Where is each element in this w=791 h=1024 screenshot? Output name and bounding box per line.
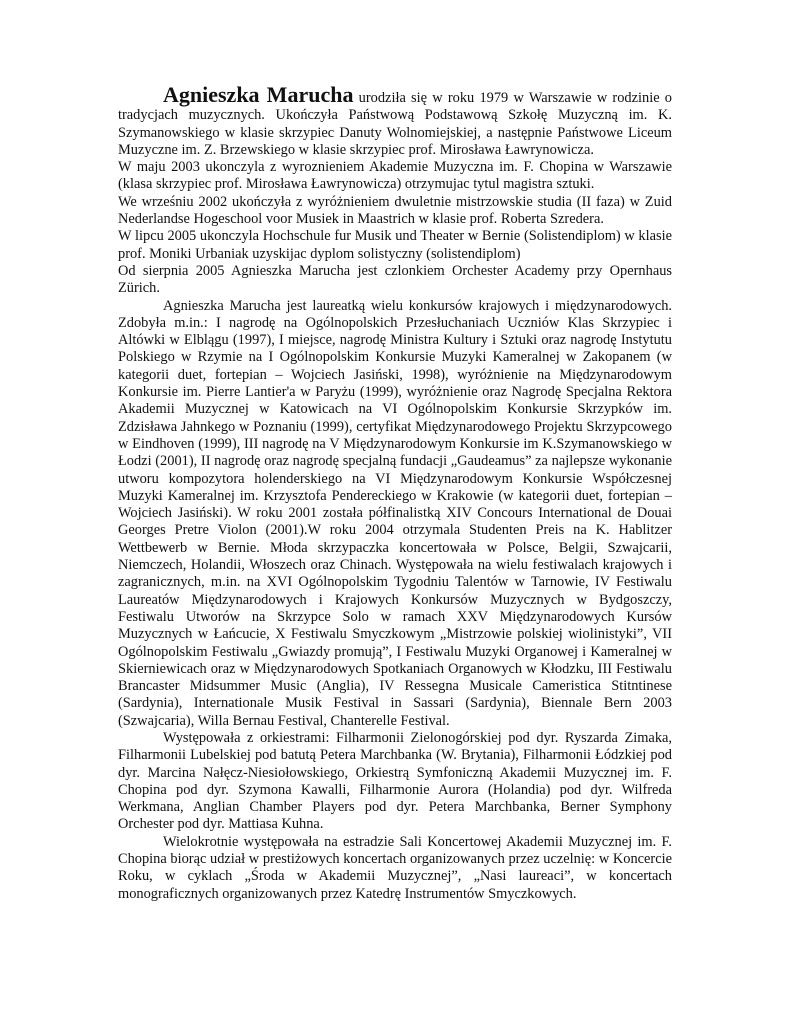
orchestras-paragraph: Występowała z orkiestrami: Filharmonii Zielonogórskiej pod dyr. Ryszarda Zimaka, Filharmonii Lubelskiej pod batutą Petera Marchbanka (W. Brytania), Filharmonii Łódzkiej pod dyr. Marcina Nałęcz-Niesiołowskiego, Orkiestrą Symfoniczną Akademii Muzycznej im. F. Chopina pod dyr. Szymona Kawalli, Filharmonie Aurora (Holandia) pod dyr. Wilfreda Werkmana, Anglian Chamber Players pod dyr. Petera Marchbanka, Berner Symphony Orchester pod dyr. Mattiasa Kuhna. [118, 729, 672, 833]
artist-name: Agnieszka Marucha [163, 82, 354, 107]
education-line-1: W maju 2003 ukonczyla z wyroznieniem Akademie Muzyczna im. F. Chopina w Warszawie (klasa skrzypiec prof. Mirosława Ławrynowicza) otrzymujac tytul magistra sztuki. [118, 159, 672, 193]
intro-paragraph [118, 82, 672, 159]
document-page [118, 82, 672, 903]
awards-paragraph: Agnieszka Marucha jest laureatką wielu konkursów krajowych i międzynarodowych. Zdobyła m.in.: I nagrodę na Ogólnopolskich Przesłuchaniach Uczniów Klas Skrzypiec i Altówki w Elblągu (1997), I miejsce, nagrodę Ministra Kultury i Sztuki oraz nagrodę Instytutu Polskiego w Rzymie na I Ogólnopolskim Konkursie Muzyki Kameralnej w Zakopanem (w kategorii duet, fortepian – Wojciech Jasiński, 1998), wyróżnienie na Międzynarodowym Konkursie im. Pierre Lantier'a w Paryżu (1999), wyróżnienie oraz Nagrodę Specjalna Rektora Akademii Muzycznej w Katowicach na VI Ogólnopolskim Konkursie Skrzypków im. Zdzisława Jahnkego w Poznaniu (1999), certyfikat Międzynarodowego Projektu Skrzypcowego w Eindhoven (1999), III nagrodę na V Międzynarodowym Konkursie im K.Szymanowskiego w Łodzi (2001), II nagrodę oraz nagrodę specjalną fundacji „Gaudeamus” za najlepsze wykonanie utworu kompozytora holenderskiego na VI Międzynarodowym Konkursie Współczesnej Muzyki Kameralnej im. Krzysztofa Pendereckiego w Krakowie (w kategorii duet, fortepian – Wojciech Jasiński). W roku 2001 została półfinalistką XIV Concours International de Douai Georges Pretre Violon (2001).W roku 2004 otrzymala Studenten Preis na K. Hablitzer Wettbewerb w Bernie. Młoda skrzypaczka koncertowała w Polsce, Belgii, Szwajcarii, Niemczech, Holandii, Włoszech oraz Chinach. Występowała na wielu festiwalach krajowych i zagranicznych, m.in. na XVI Ogólnopolskim Tygodniu Talentów w Tarnowie, IV Festiwalu Laureatów Międzynarodowych i Krajowych Konkursów Muzycznych w Bydgoszczy, Festiwalu Utworów na Skrzypce Solo w ramach XXV Międzynarodowych Kursów Muzycznych w Łańcucie, X Festiwalu Smyczkowym „Mistrzowie polskiej wiolinistyki”, VII Ogólnopolskim Festiwalu „Gwiazdy promują”, I Festiwalu Muzyki Organowej i Kameralnej w Skierniewicach oraz w Międzynarodowych Spotkaniach Organowych w Kłodzku, III Festiwalu Brancaster Midsummer Music (Anglia), IV Ressegna Musicale Cameristica Stitntinese (Sardynia), Internationale Musik Festival in Sassari (Sardynia), Biennale Bern 2003 (Szwajcaria), Willa Bernau Festival, Chanterelle Festival. [118, 297, 672, 729]
education-line-3: W lipcu 2005 ukonczyla Hochschule fur Musik und Theater w Bernie (Solistendiplom) w klasie prof. Moniki Urbaniak uzyskijac dyplom solistyczny (solistendiplom) [118, 228, 672, 262]
employment-line: Od sierpnia 2005 Agnieszka Marucha jest czlonkiem Orchester Academy przy Opernhaus Zürich. [118, 262, 672, 297]
concerts-paragraph: Wielokrotnie występowała na estradzie Sali Koncertowej Akademii Muzycznej im. F. Chopina biorąc udział w prestiżowych koncertach organizowanych przez uczelnię: w Koncercie Roku, w cyklach „Środa w Akademii Muzycznej”, „Nasi laureaci”, w koncertach monograficznych organizowanych przez Katedrę Instrumentów Smyczkowych. [118, 833, 672, 902]
education-line-2: We wrześniu 2002 ukończyła z wyróżnieniem dwuletnie mistrzowskie studia (II faza) w Zuid Nederlandse Hogeschool voor Musiek in Maastrich w klasie prof. Roberta Szredera. [118, 193, 672, 228]
intro-text: urodziła się w roku 1979 w Warszawie w rodzinie o tradycjach muzycznych. Ukończyła Państwową Podstawową Szkołę Muzyczną im. K. Szymanowskiego w klasie skrzypiec Danuty Wolnomiejskiej, a następnie Państwowe Liceum Muzyczne im. Z. Brzewskiego w klasie skrzypiec prof. Mirosława Ławrynowicza. [118, 90, 672, 158]
